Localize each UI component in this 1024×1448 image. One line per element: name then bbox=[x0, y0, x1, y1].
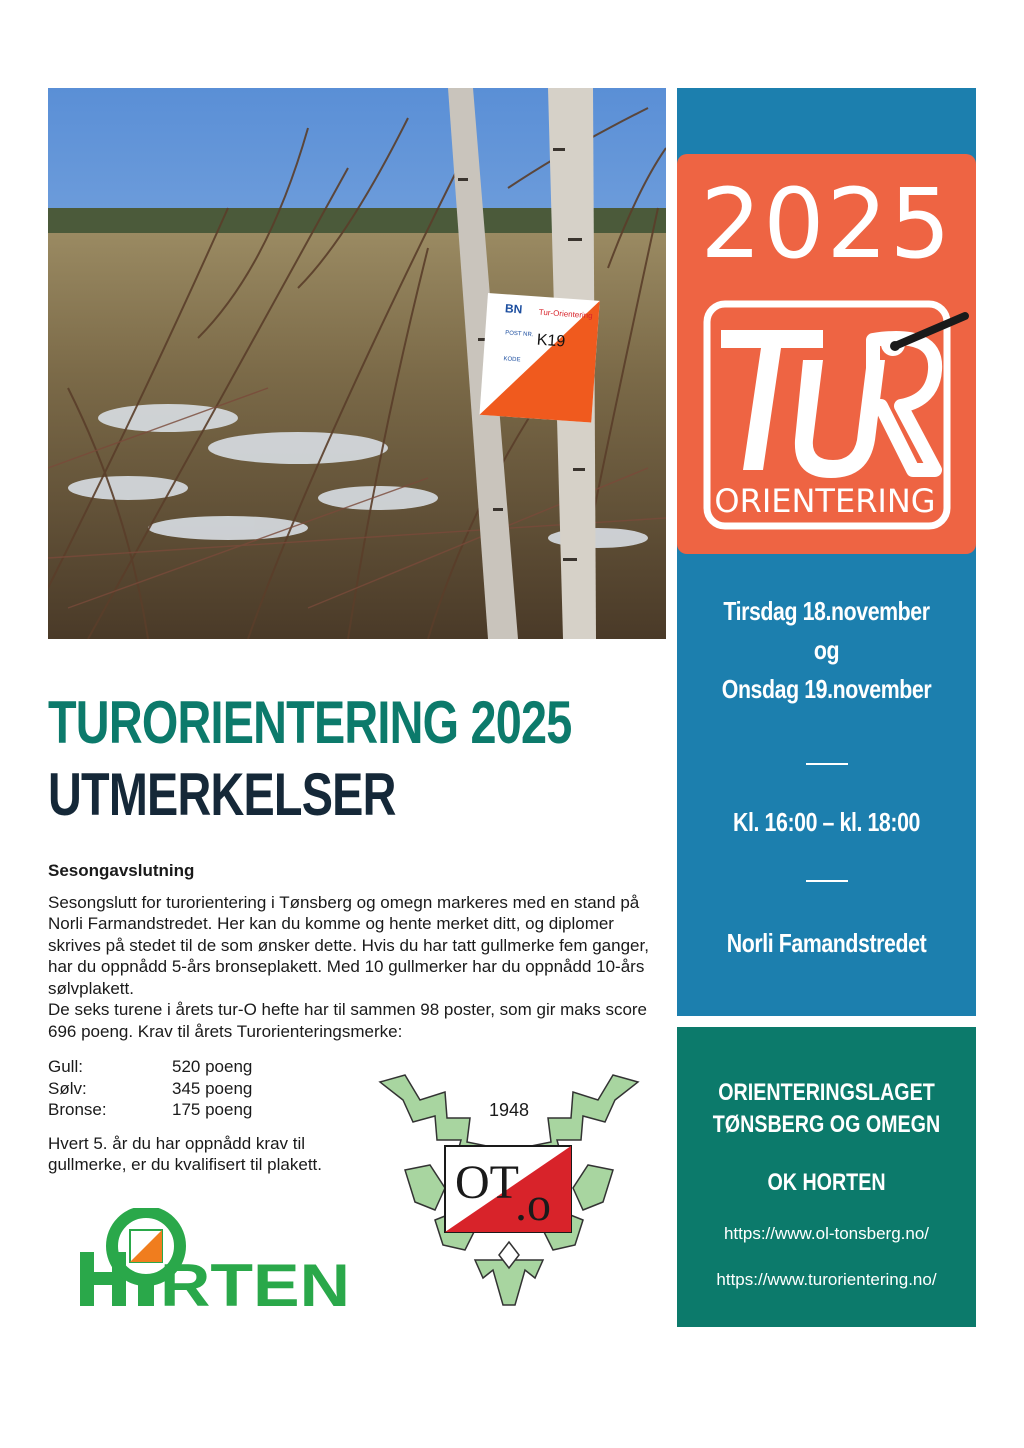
requirement-row: Bronse: 175 poeng bbox=[48, 1100, 253, 1119]
event-time: Kl. 16:00 – kl. 18:00 bbox=[733, 807, 920, 837]
svg-text:Tur-Orientering: Tur-Orientering bbox=[538, 307, 593, 321]
event-day2: Onsdag 19.november bbox=[721, 674, 932, 704]
logo-year: 2025 bbox=[700, 168, 953, 280]
paragraph-1: Sesongslutt for turorientering i Tønsberg og omegn markeres med en stand på Norli Farmandstredet. Her kan du komme og hente merket ditt, og diplomer skrives på stedet til de som ønsker dette. Hvis du har tatt gullmerke fem ganger, har du oppnådd 5-års bronseplakett. Med 10 gullmerker har du oppnådd 10-års sølvplakett. bbox=[48, 892, 649, 998]
paragraph-2: De seks turene i årets tur-O hefte har til sammen 98 poster, som gir maks score 696 poeng. Krav til årets Turorienteringsmerke: bbox=[48, 1000, 648, 1041]
page-title: TURORIENTERING 2025 bbox=[48, 689, 572, 756]
ok-horten-logo bbox=[78, 1208, 353, 1312]
paragraph-3: Hvert 5. år du har oppnådd krav til gullmerke, er du kvalifisert til plakett. bbox=[48, 1133, 322, 1174]
requirement-row: Sølv: 345 poeng bbox=[48, 1078, 253, 1098]
clubs-panel bbox=[677, 1027, 976, 1327]
svg-text:.o: .o bbox=[515, 1178, 551, 1231]
forest-photo bbox=[48, 88, 666, 639]
event-day1: Tirsdag 18.november bbox=[723, 596, 930, 626]
club1-line1: ORIENTERINGSLAGET bbox=[718, 1079, 935, 1106]
url-ol-tonsberg[interactable]: https://www.ol-tonsberg.no/ bbox=[723, 1224, 930, 1243]
section-heading: Sesongavslutning bbox=[48, 861, 195, 880]
svg-text:POST NR.: POST NR. bbox=[505, 330, 534, 339]
page-subtitle: UTMERKELSER bbox=[48, 761, 396, 828]
svg-text:BN: BN bbox=[504, 301, 523, 317]
tur-logo-emblem bbox=[703, 300, 973, 540]
event-place: Norli Famandstredet bbox=[726, 928, 927, 958]
club2-name: OK HORTEN bbox=[767, 1169, 886, 1196]
event-and: og bbox=[813, 635, 840, 665]
requirement-row: Gull: 520 poeng bbox=[48, 1057, 253, 1076]
svg-text:RTEN: RTEN bbox=[160, 1252, 350, 1312]
ol-tonsberg-logo bbox=[375, 1070, 643, 1310]
svg-text:1948: 1948 bbox=[488, 1100, 530, 1120]
forest-photo-icon bbox=[48, 88, 666, 639]
svg-text:K19: K19 bbox=[536, 331, 566, 351]
svg-text:OT: OT bbox=[455, 1156, 519, 1209]
svg-text:KODE: KODE bbox=[503, 356, 521, 364]
url-turorientering[interactable]: https://www.turorientering.no/ bbox=[716, 1270, 937, 1289]
svg-text:ORIENTERING: ORIENTERING bbox=[714, 482, 936, 520]
event-info bbox=[677, 592, 976, 963]
club1-line2: TØNSBERG OG OMEGN bbox=[712, 1111, 941, 1138]
